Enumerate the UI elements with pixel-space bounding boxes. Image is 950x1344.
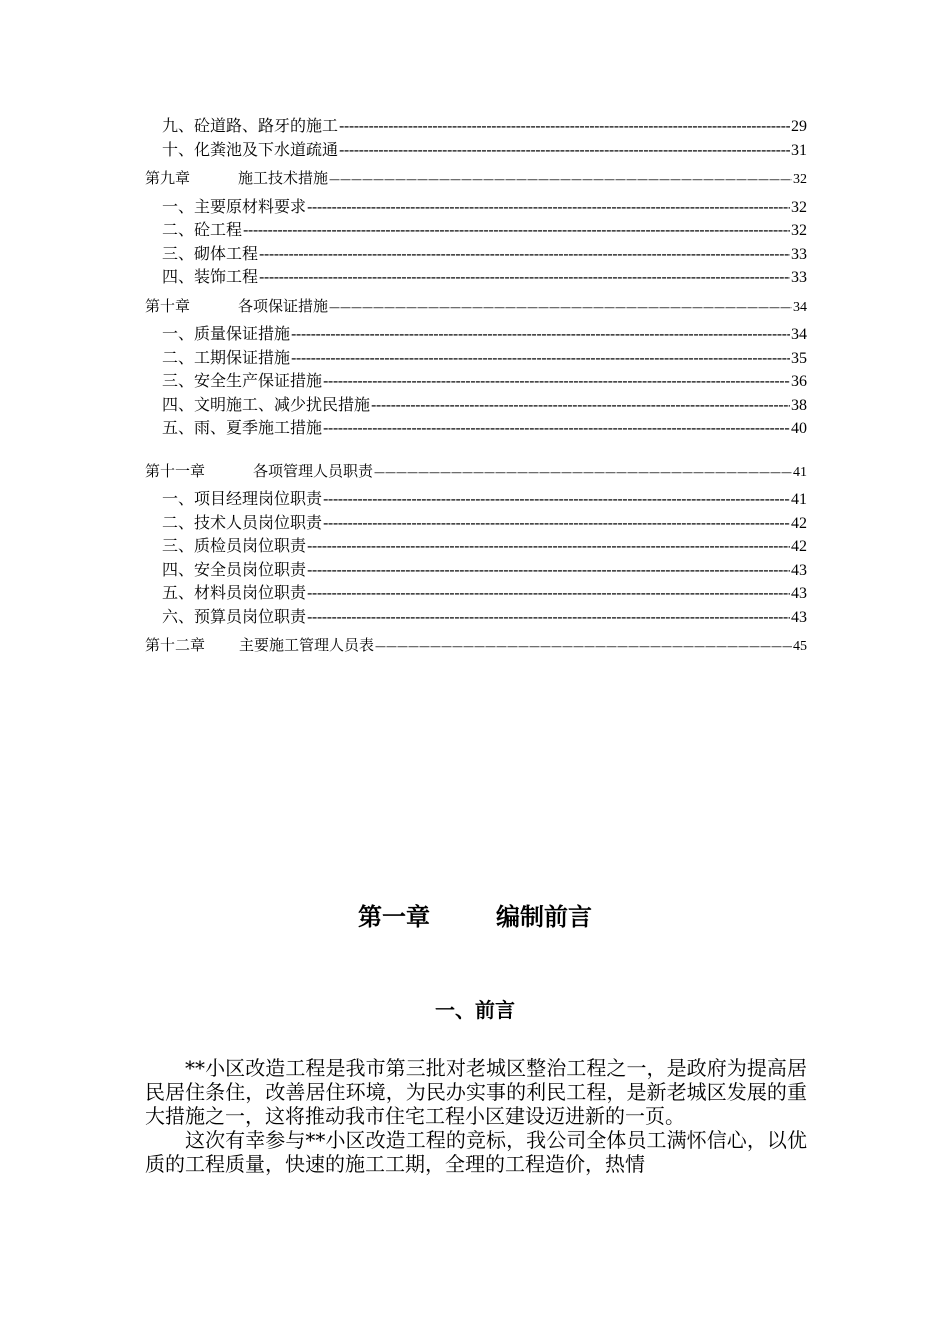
toc-dot-leader: [323, 487, 790, 511]
toc-page-number: 42: [791, 514, 807, 532]
toc-chapter-title: 各项管理人员职责: [253, 461, 374, 480]
toc-entry-label: 三、安全生产保证措施: [162, 371, 323, 390]
toc-dot-leader: [339, 138, 790, 162]
toc-page-number: 34: [793, 299, 807, 315]
toc-page-number: 32: [793, 172, 807, 187]
toc-dot-leader: [259, 265, 790, 289]
paragraph: 这次有幸参与**小区改造工程的竞标，我公司全体员工满怀信心，以优质的工程质量，快速的施工工期，全理的工程造价，热情: [145, 1128, 807, 1176]
toc-entry: [145, 138, 807, 162]
toc-page-number: 43: [791, 585, 807, 602]
toc-entry-label: 九、砼道路、路牙的施工: [162, 116, 339, 135]
toc-dot-leader: [307, 581, 790, 605]
toc-entry-label: 一、质量保证措施: [162, 324, 291, 343]
toc-entry-label: 十、化粪池及下水道疏通: [162, 139, 339, 159]
toc-dot-leader: [329, 167, 792, 192]
toc-page-number: 42: [791, 538, 807, 555]
toc-entry-label: 三、质检员岗位职责: [162, 536, 307, 555]
chapter-number: 第一章: [358, 902, 430, 931]
toc-page-number: 31: [791, 141, 807, 159]
toc-dot-leader: [307, 605, 790, 629]
toc-chapter-entry: [145, 295, 807, 319]
toc-chapter-title: 各项保证措施: [238, 296, 329, 315]
toc-entry: [145, 534, 807, 558]
toc-entry-label: 六、预算员岗位职责: [162, 606, 307, 626]
toc-entry: [145, 114, 807, 138]
toc-entry-label: 四、文明施工、减少扰民措施: [162, 394, 371, 414]
toc-page-number: 33: [791, 269, 807, 286]
toc-entry-label: 四、装饰工程: [162, 267, 259, 286]
toc-entry-label: 一、主要原材料要求: [162, 196, 307, 216]
toc-entry: [145, 605, 807, 629]
toc-entry-label: 一、项目经理岗位职责: [162, 489, 323, 508]
toc-page-number: 32: [791, 222, 807, 239]
toc-chapter-number: 第九章: [145, 169, 191, 187]
toc-entry: [145, 242, 807, 266]
toc-entry: [145, 581, 807, 605]
toc-entry-label: 五、材料员岗位职责: [162, 583, 307, 602]
toc-page-number: 43: [791, 608, 807, 626]
toc-page-number: 29: [791, 118, 807, 135]
toc-dot-leader: [291, 322, 790, 346]
toc-page-number: 32: [791, 198, 807, 216]
toc-dot-leader: [307, 534, 790, 558]
toc-chapter-number: 第十一章: [145, 461, 206, 480]
toc-chapter-title: 施工技术措施: [238, 169, 329, 187]
toc-chapter-label: [145, 295, 328, 319]
toc-entry-label: 四、安全员岗位职责: [162, 559, 307, 579]
toc-entry: [145, 195, 807, 219]
toc-page-number: 36: [791, 373, 807, 390]
toc-chapter-entry: [145, 460, 807, 484]
toc-chapter-entry: [145, 167, 807, 191]
paragraph: **小区改造工程是我市第三批对老城区整治工程之一，是政府为提高居民居住条住，改善居住环境，为民办实事的利民工程，是新老城区发展的重大措施之一，这将推动我市住宅工程小区建设迈进新的一页。: [145, 1056, 807, 1128]
toc-entry-label: 二、技术人员岗位职责: [162, 512, 323, 532]
toc-entry: [145, 511, 807, 535]
toc-chapter-title: 主要施工管理人员表: [239, 636, 375, 654]
toc-dot-leader: [307, 558, 790, 582]
toc-chapter-label: [145, 167, 328, 191]
toc-entry: [145, 487, 807, 511]
chapter-heading: [0, 897, 950, 932]
toc-page-number: 38: [791, 396, 807, 414]
toc-entry: [145, 218, 807, 242]
toc-entry: [145, 265, 807, 289]
section-title: 一、前言: [435, 998, 515, 1022]
chapter-title: 编制前言: [496, 902, 592, 931]
toc-page-number: 33: [791, 245, 807, 263]
toc-dot-leader: [323, 416, 790, 440]
toc-page-number: 41: [793, 464, 807, 480]
toc-entry: [145, 346, 807, 370]
toc-page-number: 41: [791, 491, 807, 508]
toc-page-number: 45: [793, 639, 807, 654]
toc-chapter-number: 第十二章: [145, 636, 206, 654]
toc-page-number: 34: [791, 326, 807, 343]
toc-entry-label: 二、工期保证措施: [162, 347, 291, 367]
toc-chapter-label: [145, 634, 374, 658]
toc-entry: [145, 558, 807, 582]
toc-dot-leader: [243, 218, 790, 242]
toc-dot-leader: [307, 195, 790, 219]
toc-dot-leader: [323, 369, 790, 393]
toc-page-number: 40: [791, 420, 807, 437]
toc-dot-leader: [291, 346, 790, 370]
toc-page-number: 43: [791, 561, 807, 579]
toc-entry: [145, 416, 807, 440]
toc-dot-leader: [259, 242, 790, 266]
toc-entry-label: 五、雨、夏季施工措施: [162, 418, 323, 437]
body-text: [145, 1056, 807, 1176]
toc-entry: [145, 369, 807, 393]
toc-dot-leader: [323, 511, 790, 535]
toc-chapter-entry: [145, 634, 807, 658]
toc-entry-label: 二、砼工程: [162, 220, 243, 239]
toc-page-number: 35: [791, 349, 807, 367]
table-of-contents: [145, 114, 807, 658]
toc-dot-leader: [375, 634, 792, 659]
toc-entry: [145, 393, 807, 417]
toc-entry-label: 三、砌体工程: [162, 243, 259, 263]
toc-entry: [145, 322, 807, 346]
toc-chapter-number: 第十章: [145, 296, 191, 315]
toc-chapter-label: [145, 460, 373, 484]
toc-dot-leader: [329, 295, 792, 320]
toc-dot-leader: [371, 393, 790, 417]
toc-dot-leader: [374, 460, 792, 485]
toc-dot-leader: [339, 114, 790, 138]
